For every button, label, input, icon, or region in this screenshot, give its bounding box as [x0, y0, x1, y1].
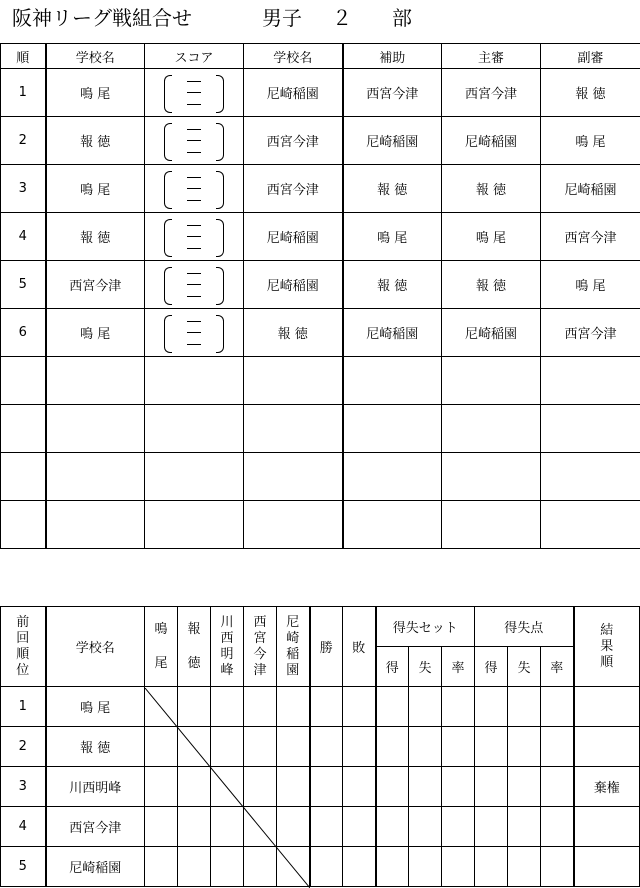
- match-cell[interactable]: [178, 727, 211, 767]
- header-win: 勝: [310, 607, 343, 687]
- page-title: [12, 2, 412, 31]
- aux-cell: 報 徳: [343, 261, 442, 309]
- result-cell: [574, 687, 640, 727]
- match-cell[interactable]: [145, 727, 178, 767]
- header-set-diff: 得失セット: [376, 607, 475, 647]
- match-cell[interactable]: [244, 687, 277, 727]
- match-cell[interactable]: [211, 847, 244, 887]
- result-cell: [574, 727, 640, 767]
- empty-cell[interactable]: [442, 357, 541, 405]
- aux-cell: 報 徳: [343, 165, 442, 213]
- header-loss: 敗: [343, 607, 376, 687]
- score-bracket[interactable]: [164, 266, 224, 304]
- header-score: スコア: [145, 44, 244, 69]
- prev-rank-cell: 1: [1, 687, 46, 727]
- header-point-lose: 失: [508, 647, 541, 687]
- point-lose-cell[interactable]: [508, 687, 541, 727]
- schedule-header-row: [1, 44, 640, 69]
- point-rate-cell[interactable]: [541, 727, 574, 767]
- sub-referee-cell: 鳴 尾: [541, 117, 640, 165]
- schedule-row: [1, 261, 640, 309]
- empty-cell[interactable]: [343, 405, 442, 453]
- set-gain-cell[interactable]: [376, 847, 409, 887]
- schedule-row: [1, 309, 640, 357]
- opp-1-label: 鳴 尾: [154, 621, 168, 671]
- chief-referee-cell: 西宮今津: [442, 69, 541, 117]
- schedule-row: [1, 117, 640, 165]
- match-cell[interactable]: [178, 807, 211, 847]
- header-set-rate: 率: [442, 647, 475, 687]
- prev-rank-label: 前 回 順 位: [16, 614, 30, 678]
- match-cell[interactable]: [277, 847, 310, 887]
- school-b-cell: 西宮今津: [244, 165, 343, 213]
- standings-row: [1, 727, 640, 767]
- standings-row: [1, 847, 640, 887]
- aux-cell: 尼崎稲園: [343, 117, 442, 165]
- schedule-empty-row: [1, 453, 640, 501]
- point-lose-cell[interactable]: [508, 727, 541, 767]
- sub-referee-cell: 尼崎稲園: [541, 165, 640, 213]
- order-cell: 2: [1, 117, 46, 165]
- school-cell: 報 徳: [46, 727, 145, 767]
- set-lose-cell[interactable]: [409, 807, 442, 847]
- header-chief-referee: 主審: [442, 44, 541, 69]
- point-gain-cell[interactable]: [475, 687, 508, 727]
- header-opp-4: [244, 607, 277, 687]
- empty-cell[interactable]: [244, 357, 343, 405]
- title-gender: 男子: [262, 6, 302, 30]
- empty-cell[interactable]: [46, 357, 145, 405]
- sub-referee-cell: 西宮今津: [541, 213, 640, 261]
- order-cell: 6: [1, 309, 46, 357]
- score-cell[interactable]: [145, 165, 244, 213]
- score-bracket[interactable]: [164, 314, 224, 352]
- school-b-cell: 尼崎稲園: [244, 213, 343, 261]
- set-rate-cell[interactable]: [442, 727, 475, 767]
- match-cell[interactable]: [178, 767, 211, 807]
- order-cell: 1: [1, 69, 46, 117]
- empty-cell[interactable]: [541, 405, 640, 453]
- empty-cell[interactable]: [343, 501, 442, 549]
- loss-cell[interactable]: [343, 807, 376, 847]
- match-cell[interactable]: [145, 687, 178, 727]
- header-opp-1: [145, 607, 178, 687]
- score-bracket[interactable]: [164, 122, 224, 160]
- set-rate-cell[interactable]: [442, 687, 475, 727]
- point-rate-cell[interactable]: [541, 807, 574, 847]
- match-cell[interactable]: [277, 727, 310, 767]
- set-lose-cell[interactable]: [409, 727, 442, 767]
- set-gain-cell[interactable]: [376, 767, 409, 807]
- empty-cell[interactable]: [1, 501, 46, 549]
- empty-cell[interactable]: [1, 357, 46, 405]
- prev-rank-cell: 5: [1, 847, 46, 887]
- school-a-cell: 報 徳: [46, 213, 145, 261]
- chief-referee-cell: 尼崎稲園: [442, 117, 541, 165]
- school-a-cell: 西宮今津: [46, 261, 145, 309]
- sub-referee-cell: 報 徳: [541, 69, 640, 117]
- empty-cell[interactable]: [442, 405, 541, 453]
- header-set-lose: 失: [409, 647, 442, 687]
- win-cell[interactable]: [310, 767, 343, 807]
- set-gain-cell[interactable]: [376, 807, 409, 847]
- match-cell[interactable]: [178, 687, 211, 727]
- opp-4-label: 西 宮 今 津: [253, 614, 267, 678]
- score-cell[interactable]: [145, 69, 244, 117]
- school-cell: 川西明峰: [46, 767, 145, 807]
- point-gain-cell[interactable]: [475, 767, 508, 807]
- school-cell: 西宮今津: [46, 807, 145, 847]
- header-point-gain: 得: [475, 647, 508, 687]
- loss-cell[interactable]: [343, 687, 376, 727]
- opp-2-label: 報 徳: [187, 621, 201, 671]
- title-division-number: ２: [332, 6, 352, 30]
- header-point-diff: 得失点: [475, 607, 574, 647]
- match-cell[interactable]: [145, 807, 178, 847]
- schedule-table: [0, 43, 640, 549]
- set-gain-cell[interactable]: [376, 687, 409, 727]
- empty-cell[interactable]: [244, 501, 343, 549]
- school-cell: 尼崎稲園: [46, 847, 145, 887]
- set-lose-cell[interactable]: [409, 767, 442, 807]
- match-cell[interactable]: [211, 687, 244, 727]
- empty-cell[interactable]: [46, 453, 145, 501]
- opp-5-label: 尼 崎 稲 園: [286, 614, 300, 678]
- order-cell: 4: [1, 213, 46, 261]
- header-school-a: 学校名: [46, 44, 145, 69]
- set-rate-cell[interactable]: [442, 847, 475, 887]
- header-school: 学校名: [46, 607, 145, 687]
- header-order: 順: [1, 44, 46, 69]
- match-cell[interactable]: [145, 767, 178, 807]
- set-rate-cell[interactable]: [442, 767, 475, 807]
- empty-cell[interactable]: [145, 453, 244, 501]
- point-rate-cell[interactable]: [541, 847, 574, 887]
- header-point-rate: 率: [541, 647, 574, 687]
- sub-referee-cell: 西宮今津: [541, 309, 640, 357]
- score-cell[interactable]: [145, 117, 244, 165]
- header-aux: 補助: [343, 44, 442, 69]
- header-opp-2: [178, 607, 211, 687]
- empty-cell[interactable]: [343, 357, 442, 405]
- empty-cell[interactable]: [145, 357, 244, 405]
- loss-cell[interactable]: [343, 847, 376, 887]
- match-cell[interactable]: [244, 847, 277, 887]
- opp-3-label: 川 西 明 峰: [220, 614, 234, 678]
- point-lose-cell[interactable]: [508, 807, 541, 847]
- win-cell[interactable]: [310, 847, 343, 887]
- score-cell[interactable]: [145, 213, 244, 261]
- point-gain-cell[interactable]: [475, 807, 508, 847]
- point-gain-cell[interactable]: [475, 847, 508, 887]
- score-bracket[interactable]: [164, 74, 224, 112]
- loss-cell[interactable]: [343, 767, 376, 807]
- match-cell[interactable]: [277, 767, 310, 807]
- school-a-cell: 報 徳: [46, 117, 145, 165]
- title-division-label: 部: [392, 6, 412, 30]
- schedule-row: [1, 213, 640, 261]
- score-bracket[interactable]: [164, 218, 224, 256]
- title-main: 阪神リーグ戦組合せ: [12, 6, 192, 30]
- empty-cell[interactable]: [244, 405, 343, 453]
- schedule-row: [1, 165, 640, 213]
- point-lose-cell[interactable]: [508, 847, 541, 887]
- empty-cell[interactable]: [541, 357, 640, 405]
- header-sub-referee: 副審: [541, 44, 640, 69]
- empty-cell[interactable]: [343, 453, 442, 501]
- aux-cell: 鳴 尾: [343, 213, 442, 261]
- aux-cell: 西宮今津: [343, 69, 442, 117]
- schedule-empty-row: [1, 501, 640, 549]
- score-cell[interactable]: [145, 261, 244, 309]
- school-b-cell: 報 徳: [244, 309, 343, 357]
- set-lose-cell[interactable]: [409, 687, 442, 727]
- match-cell[interactable]: [145, 847, 178, 887]
- school-a-cell: 鳴 尾: [46, 309, 145, 357]
- sub-referee-cell: 鳴 尾: [541, 261, 640, 309]
- score-cell[interactable]: [145, 309, 244, 357]
- set-gain-cell[interactable]: [376, 727, 409, 767]
- match-cell[interactable]: [244, 727, 277, 767]
- empty-cell[interactable]: [145, 405, 244, 453]
- set-rate-cell[interactable]: [442, 807, 475, 847]
- empty-cell[interactable]: [1, 405, 46, 453]
- match-cell[interactable]: [244, 767, 277, 807]
- standings-table: [0, 606, 640, 887]
- score-bracket[interactable]: [164, 170, 224, 208]
- school-b-cell: 西宮今津: [244, 117, 343, 165]
- schedule-empty-row: [1, 405, 640, 453]
- empty-cell[interactable]: [1, 453, 46, 501]
- win-cell[interactable]: [310, 687, 343, 727]
- point-rate-cell[interactable]: [541, 687, 574, 727]
- order-cell: 3: [1, 165, 46, 213]
- header-prev-rank: [1, 607, 46, 687]
- loss-cell[interactable]: [343, 727, 376, 767]
- match-cell[interactable]: [277, 807, 310, 847]
- match-cell[interactable]: [211, 767, 244, 807]
- prev-rank-cell: 2: [1, 727, 46, 767]
- empty-cell[interactable]: [541, 453, 640, 501]
- chief-referee-cell: 鳴 尾: [442, 213, 541, 261]
- win-cell[interactable]: [310, 807, 343, 847]
- empty-cell[interactable]: [46, 405, 145, 453]
- schedule-row: [1, 69, 640, 117]
- empty-cell[interactable]: [442, 453, 541, 501]
- header-set-gain: 得: [376, 647, 409, 687]
- standings-row: [1, 807, 640, 847]
- empty-cell[interactable]: [541, 501, 640, 549]
- school-b-cell: 尼崎稲園: [244, 261, 343, 309]
- set-lose-cell[interactable]: [409, 847, 442, 887]
- match-cell[interactable]: [277, 687, 310, 727]
- result-label: 結 果 順: [600, 622, 614, 670]
- empty-cell[interactable]: [46, 501, 145, 549]
- match-cell[interactable]: [244, 807, 277, 847]
- aux-cell: 尼崎稲園: [343, 309, 442, 357]
- match-cell[interactable]: [178, 847, 211, 887]
- point-lose-cell[interactable]: [508, 767, 541, 807]
- school-b-cell: 尼崎稲園: [244, 69, 343, 117]
- prev-rank-cell: 4: [1, 807, 46, 847]
- school-cell: 鳴 尾: [46, 687, 145, 727]
- header-opp-3: [211, 607, 244, 687]
- match-cell[interactable]: [211, 727, 244, 767]
- match-cell[interactable]: [211, 807, 244, 847]
- schedule-empty-row: [1, 357, 640, 405]
- school-a-cell: 鳴 尾: [46, 165, 145, 213]
- prev-rank-cell: 3: [1, 767, 46, 807]
- result-cell: [574, 807, 640, 847]
- win-cell[interactable]: [310, 727, 343, 767]
- empty-cell[interactable]: [145, 501, 244, 549]
- standings-row: [1, 767, 640, 807]
- header-result: [574, 607, 640, 687]
- standings-header-row-1: [1, 607, 640, 647]
- order-cell: 5: [1, 261, 46, 309]
- point-rate-cell[interactable]: [541, 767, 574, 807]
- school-a-cell: 鳴 尾: [46, 69, 145, 117]
- result-cell: [574, 847, 640, 887]
- header-opp-5: [277, 607, 310, 687]
- chief-referee-cell: 尼崎稲園: [442, 309, 541, 357]
- point-gain-cell[interactable]: [475, 727, 508, 767]
- chief-referee-cell: 報 徳: [442, 261, 541, 309]
- chief-referee-cell: 報 徳: [442, 165, 541, 213]
- empty-cell[interactable]: [442, 501, 541, 549]
- result-cell: 棄権: [574, 767, 640, 807]
- standings-row: [1, 687, 640, 727]
- header-school-b: 学校名: [244, 44, 343, 69]
- empty-cell[interactable]: [244, 453, 343, 501]
